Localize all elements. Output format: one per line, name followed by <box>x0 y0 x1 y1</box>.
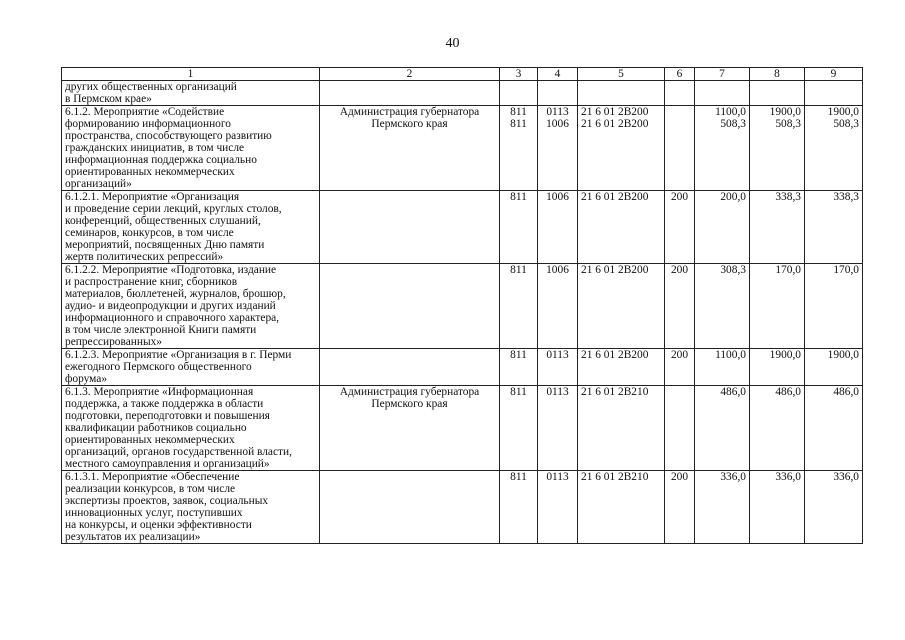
header-row <box>62 68 863 81</box>
cell-line: 811 <box>510 349 527 361</box>
cell-line: 1900,0 <box>827 106 859 118</box>
row-col8 <box>750 264 805 349</box>
row-col7 <box>695 386 750 471</box>
cell-line: семинаров, конкурсов, в том числе <box>65 227 234 239</box>
header-cell: 8 <box>750 68 805 81</box>
cell-line: 486,0 <box>775 386 801 398</box>
row-col7 <box>695 349 750 386</box>
cell-line: в Пермском крае» <box>65 93 152 105</box>
cell-line: других общественных организаций <box>65 81 237 93</box>
cell-line: 811 <box>510 386 527 398</box>
row-col9 <box>805 191 863 264</box>
cell-line: подготовки, переподготовки и повышения <box>65 410 270 422</box>
row-administrator <box>320 471 500 544</box>
table-row <box>62 471 863 544</box>
row-col5 <box>578 81 665 106</box>
cell-line: 6.1.3. Мероприятие «Информационная <box>65 386 254 398</box>
cell-line: 0113 <box>546 386 569 398</box>
cell-line: организаций, органов государственной власти, <box>65 446 292 458</box>
cell-line: 200 <box>670 349 689 361</box>
header-cell: 3 <box>500 68 538 81</box>
cell-line: аудио- и видеопродукции и других изданий <box>65 300 276 312</box>
cell-line: 21 6 01 2В200 <box>581 349 649 361</box>
cell-line: Пермского края <box>371 118 448 130</box>
row-col5 <box>578 386 665 471</box>
cell-line: на конкурсы, и оценки эффективности <box>65 519 252 531</box>
row-administrator <box>320 81 500 106</box>
cell-line: гражданских инициатив, в том числе <box>65 142 245 154</box>
cell-line: 6.1.2.1. Мероприятие «Организация <box>65 191 240 203</box>
cell-line: 811 <box>510 118 527 130</box>
row-description <box>62 386 320 471</box>
header-cell: 5 <box>578 68 665 81</box>
row-col5 <box>578 191 665 264</box>
cell-line: 0113 <box>546 349 569 361</box>
table-row <box>62 106 863 191</box>
row-col8 <box>750 106 805 191</box>
row-col3 <box>500 191 538 264</box>
cell-line: 6.1.2.2. Мероприятие «Подготовка, издание <box>65 264 277 276</box>
row-col6 <box>665 386 695 471</box>
cell-line: Пермского края <box>371 398 448 410</box>
row-col3 <box>500 386 538 471</box>
cell-line: 0113 <box>546 471 569 483</box>
cell-line: и распространение книг, сборников <box>65 276 238 288</box>
cell-line: информационного и справочного характера, <box>65 312 280 324</box>
cell-line: 21 6 01 2В200 <box>581 191 649 203</box>
header-cell: 4 <box>538 68 578 81</box>
cell-line: 6.1.3.1. Мероприятие «Обеспечение <box>65 471 240 483</box>
row-col7 <box>695 191 750 264</box>
header-cell: 6 <box>665 68 695 81</box>
cell-line: 338,3 <box>833 191 859 203</box>
row-col6 <box>665 349 695 386</box>
cell-line: квалификации работников социально <box>65 422 247 434</box>
row-col3 <box>500 349 538 386</box>
cell-line: 811 <box>510 471 527 483</box>
row-col6 <box>665 471 695 544</box>
table-row <box>62 349 863 386</box>
cell-line: жертв политических репрессий» <box>65 251 224 263</box>
row-col4 <box>538 264 578 349</box>
row-col3 <box>500 264 538 349</box>
cell-line: 21 6 01 2В210 <box>581 386 649 398</box>
cell-line: 508,3 <box>833 118 859 130</box>
row-col5 <box>578 264 665 349</box>
table-row <box>62 81 863 106</box>
row-description <box>62 471 320 544</box>
row-description <box>62 349 320 386</box>
cell-line: 811 <box>510 106 527 118</box>
row-col5 <box>578 349 665 386</box>
cell-line: 1006 <box>546 118 569 130</box>
row-col6 <box>665 264 695 349</box>
cell-line: Администрация губернатора <box>339 386 480 398</box>
header-cell: 2 <box>320 68 500 81</box>
row-col8 <box>750 386 805 471</box>
row-col3 <box>500 81 538 106</box>
row-col4 <box>538 191 578 264</box>
cell-line: формированию информационного <box>65 118 231 130</box>
row-col3 <box>500 106 538 191</box>
row-col6 <box>665 191 695 264</box>
cell-line: форума» <box>65 373 108 385</box>
row-description <box>62 106 320 191</box>
cell-line: инновационных услуг, поступивших <box>65 507 243 519</box>
cell-line: 336,0 <box>833 471 859 483</box>
cell-line: местного самоуправления и организаций» <box>65 458 270 470</box>
row-col8 <box>750 191 805 264</box>
cell-line: 811 <box>510 264 527 276</box>
cell-line: 338,3 <box>775 191 801 203</box>
cell-line: 508,3 <box>775 118 801 130</box>
row-col9 <box>805 264 863 349</box>
row-col9 <box>805 386 863 471</box>
row-administrator <box>320 264 500 349</box>
cell-line: 1006 <box>546 191 569 203</box>
cell-line: в том числе электронной Книги памяти <box>65 324 257 336</box>
row-col7 <box>695 471 750 544</box>
row-administrator <box>320 386 500 471</box>
header-cell: 7 <box>695 68 750 81</box>
cell-line: 1900,0 <box>769 349 801 361</box>
cell-line: Администрация губернатора <box>339 106 480 118</box>
cell-line: 1900,0 <box>769 106 801 118</box>
cell-line: 308,3 <box>720 264 746 276</box>
table-row <box>62 191 863 264</box>
row-col6 <box>665 106 695 191</box>
cell-line: 200 <box>670 264 689 276</box>
cell-line: 336,0 <box>775 471 801 483</box>
budget-table <box>61 67 863 544</box>
page-number: 40 <box>445 36 460 51</box>
row-col9 <box>805 81 863 106</box>
row-administrator <box>320 191 500 264</box>
cell-line: 1006 <box>546 264 569 276</box>
cell-line: 6.1.2.3. Мероприятие «Организация в г. Перми <box>65 349 292 361</box>
cell-line: конференций, общественных слушаний, <box>65 215 261 227</box>
cell-line: 21 6 01 2В200 <box>581 118 649 130</box>
row-col4 <box>538 471 578 544</box>
row-col7 <box>695 81 750 106</box>
cell-line: 811 <box>510 191 527 203</box>
row-col6 <box>665 81 695 106</box>
row-col8 <box>750 81 805 106</box>
header-cell: 1 <box>62 68 320 81</box>
row-administrator <box>320 349 500 386</box>
cell-line: информационная поддержка социально <box>65 154 257 166</box>
cell-line: 1900,0 <box>827 349 859 361</box>
cell-line: 336,0 <box>720 471 746 483</box>
table-row <box>62 264 863 349</box>
cell-line: 200 <box>670 471 689 483</box>
cell-line: репрессированных» <box>65 336 162 348</box>
cell-line: 1100,0 <box>715 106 746 118</box>
row-col3 <box>500 471 538 544</box>
cell-line: 1100,0 <box>715 349 746 361</box>
row-description <box>62 81 320 106</box>
cell-line: экспертизы проектов, заявок, социальных <box>65 495 269 507</box>
row-col4 <box>538 386 578 471</box>
cell-line: 21 6 01 2В200 <box>581 106 649 118</box>
row-col5 <box>578 471 665 544</box>
cell-line: ориентированных некоммерческих <box>65 166 235 178</box>
table-row <box>62 386 863 471</box>
cell-line: поддержка, а также поддержка в области <box>65 398 264 410</box>
row-administrator <box>320 106 500 191</box>
row-col9 <box>805 471 863 544</box>
cell-line: 200,0 <box>720 191 746 203</box>
row-col9 <box>805 106 863 191</box>
cell-line: реализации конкурсов, в том числе <box>65 483 236 495</box>
row-col9 <box>805 349 863 386</box>
cell-line: организаций» <box>65 178 132 190</box>
cell-line: ориентированных некоммерческих <box>65 434 235 446</box>
row-col8 <box>750 349 805 386</box>
cell-line: материалов, бюллетеней, журналов, брошюр, <box>65 288 286 300</box>
cell-line: 170,0 <box>775 264 801 276</box>
cell-line: мероприятий, посвященных Дню памяти <box>65 239 265 251</box>
cell-line: 508,3 <box>720 118 746 130</box>
row-description <box>62 264 320 349</box>
row-col4 <box>538 81 578 106</box>
row-description <box>62 191 320 264</box>
cell-line: результатов их реализации» <box>65 531 201 543</box>
cell-line: 170,0 <box>833 264 859 276</box>
row-col7 <box>695 106 750 191</box>
cell-line: пространства, способствующего развитию <box>65 130 272 142</box>
row-col4 <box>538 349 578 386</box>
row-col4 <box>538 106 578 191</box>
row-col8 <box>750 471 805 544</box>
cell-line: 200 <box>670 191 689 203</box>
cell-line: и проведение серии лекций, круглых столов, <box>65 203 282 215</box>
cell-line: 21 6 01 2В210 <box>581 471 649 483</box>
cell-line: 486,0 <box>720 386 746 398</box>
cell-line: 486,0 <box>833 386 859 398</box>
row-col5 <box>578 106 665 191</box>
cell-line: 21 6 01 2В200 <box>581 264 649 276</box>
row-col7 <box>695 264 750 349</box>
cell-line: 6.1.2. Мероприятие «Содействие <box>65 106 225 118</box>
cell-line: ежегодного Пермского общественного <box>65 361 252 373</box>
cell-line: 0113 <box>546 106 569 118</box>
header-cell: 9 <box>805 68 863 81</box>
